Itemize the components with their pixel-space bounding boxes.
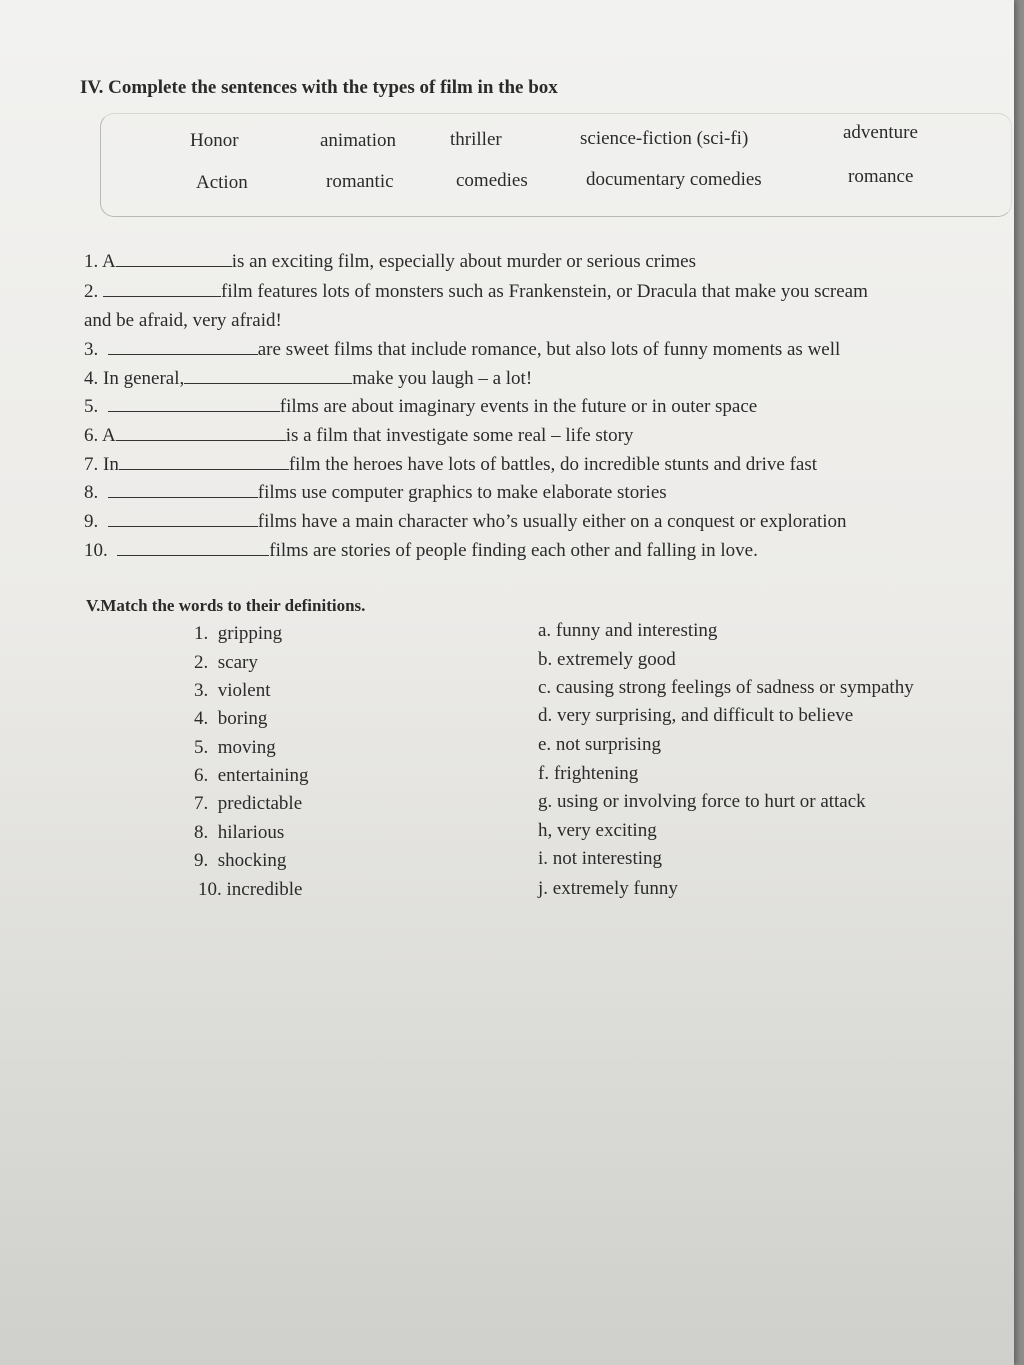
sentence-prefix: 3. — [84, 339, 99, 360]
box-word: romantic — [326, 171, 394, 192]
match-word: 3. violent — [194, 680, 271, 701]
sentence-text: films use computer graphics to make elaborate stories — [257, 482, 667, 503]
sentence-text: films are stories of people finding each other and falling in love. — [269, 540, 758, 561]
answer-blank[interactable] — [116, 250, 232, 267]
match-word: 1. gripping — [194, 623, 283, 644]
match-definition: i. not interesting — [538, 848, 663, 869]
sentence-prefix: 4. In general, — [84, 368, 185, 389]
answer-blank[interactable] — [116, 424, 286, 441]
sentence-10 — [84, 539, 758, 562]
sentence-5 — [84, 395, 757, 418]
answer-blank[interactable] — [108, 510, 258, 527]
answer-blank[interactable] — [184, 367, 352, 384]
sentence-9 — [84, 510, 847, 533]
sentence-text: is an exciting film, especially about murder or serious crimes — [231, 251, 696, 272]
sentence-text: films are about imaginary events in the future or in outer space — [279, 396, 758, 417]
sentence-prefix: 1. A — [84, 251, 116, 272]
sentence-prefix: 8. — [84, 482, 99, 503]
sentence-7 — [84, 453, 817, 476]
sentence-text: films have a main character who’s usually either on a conquest or exploration — [257, 511, 847, 532]
match-definition: b. extremely good — [538, 649, 676, 670]
sentence-1 — [84, 250, 696, 273]
sentence-text: are sweet films that include romance, but also lots of funny moments as well — [257, 339, 841, 360]
box-word: adventure — [843, 122, 918, 143]
sentence-3 — [84, 338, 840, 361]
box-word: documentary comedies — [586, 169, 762, 190]
match-word: 7. predictable — [194, 793, 303, 814]
box-word: animation — [320, 130, 396, 151]
box-word: Honor — [190, 130, 239, 151]
answer-blank[interactable] — [119, 453, 289, 470]
sentence-prefix: 10. — [84, 540, 108, 561]
sentence-prefix: 2. — [84, 281, 99, 302]
sentence-text: film the heroes have lots of battles, do incredible stunts and drive fast — [288, 454, 817, 475]
match-word: 5. moving — [194, 737, 276, 758]
box-word: thriller — [450, 129, 502, 150]
section-5-heading: V.Match the words to their definitions. — [86, 596, 366, 615]
sentence-8 — [84, 481, 667, 504]
sentence-text: is a film that investigate some real – life story — [285, 425, 634, 446]
answer-blank[interactable] — [108, 481, 258, 498]
match-definition: d. very surprising, and difficult to believe — [538, 705, 854, 726]
answer-blank[interactable] — [117, 539, 269, 556]
sentence-text: make you laugh – a lot! — [352, 368, 533, 389]
match-definition: e. not surprising — [538, 734, 661, 755]
box-word: comedies — [456, 170, 528, 191]
match-word: 9. shocking — [194, 850, 287, 871]
sentence-text: film features lots of monsters such as Frankenstein, or Dracula that make you scream — [221, 281, 868, 302]
match-word: 8. hilarious — [194, 822, 285, 843]
box-word: science-fiction (sci-fi) — [580, 128, 749, 149]
sentence-4 — [84, 367, 532, 390]
answer-blank[interactable] — [103, 280, 221, 297]
answer-blank[interactable] — [108, 338, 258, 355]
section-4-heading: IV. Complete the sentences with the types of film in the box — [80, 77, 558, 98]
sentence-text: and be afraid, very afraid! — [84, 310, 282, 331]
sentence-6 — [84, 424, 633, 447]
match-definition: a. funny and interesting — [538, 620, 718, 641]
match-definition: j. extremely funny — [538, 878, 678, 899]
answer-blank[interactable] — [108, 395, 280, 412]
sentence-2 — [84, 280, 868, 303]
sentence-prefix: 6. A — [84, 425, 116, 446]
sentence-prefix: 9. — [84, 511, 99, 532]
box-word: romance — [848, 166, 914, 187]
match-definition: f. frightening — [538, 763, 639, 784]
match-word: 6. entertaining — [194, 765, 309, 786]
match-definition: h, very exciting — [538, 820, 657, 841]
sentence-prefix: 5. — [84, 396, 99, 417]
match-word: 10. incredible — [198, 879, 303, 900]
match-word: 2. scary — [194, 652, 258, 673]
sentence-2-continued — [84, 310, 282, 332]
match-word: 4. boring — [194, 708, 268, 729]
match-definition: g. using or involving force to hurt or attack — [538, 791, 866, 812]
match-definition: c. causing strong feelings of sadness or sympathy — [538, 677, 914, 698]
box-word: Action — [196, 172, 248, 193]
sentence-prefix: 7. In — [84, 454, 119, 475]
